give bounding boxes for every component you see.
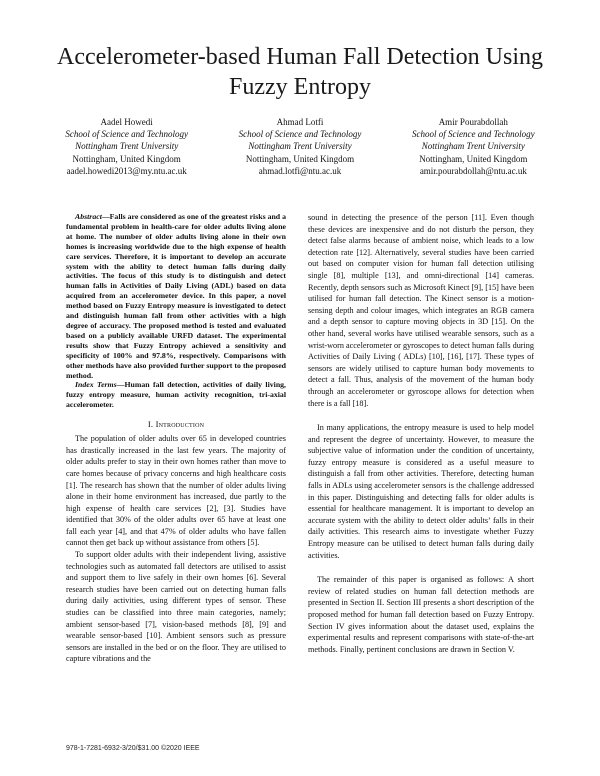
author-block: [40, 116, 560, 177]
intro-paragraph-1: The population of older adults over 65 in developed countries has drastically increased in the last few years. The majority of older adults prefer to stay in their own homes rather than move to care homes because of privacy concerns and high healthcare costs [1]. The research has shown that the number of older adults living alone in their home environment has increased, due partly to the high expense of health care services [2], [3]. Studies have identified that 30% of the older adults over 65 have at least one fall each year [4], and that 47% of older adults who have fallen cannot then get back up without assistance from others [5].: [66, 434, 286, 548]
section-heading-introduction: I. Introduction: [147, 419, 205, 430]
author-name: Ahmad Lotfi: [276, 117, 324, 127]
abstract: [66, 212, 286, 380]
author-department: School of Science and Technology: [238, 129, 362, 140]
body-paragraph-outline: The remainder of this paper is organised as follows: A short review of related studies on human fall detection methods are presented in Section II. Section III presents a short description of the proposed method for human fall detection based on Fuzzy Entropy. Section IV gives information about the dataset used, explains the experimental results and represent comparisons with state-of-the-art methods. Finally, pertinent conclusions are drawn in Section V.: [308, 575, 534, 654]
author-department: School of Science and Technology: [412, 129, 535, 140]
right-column: [308, 212, 534, 655]
body-paragraph-continued: sound in detecting the presence of the person [11]. Even though these devices are inexpensive and do not disturb the person, they detect false alarms because of ambient noise, which leads to a low detection rate [12]. Alternatively, several studies have been carried out based on computer vision for human fall detection utilising single [8], multiple [13], and omni-directional [14] cameras. Recently, depth sensors such as Microsoft Kinect [9], [15] have been utilised for human fall detection. The Kinect sensor is a motion-sensing depth and colour images, which integrates an RGB camera and a depth sensor to capture moving objects in 3D [15]. On the other hand, several works have utilised wearable sensors, such as a wrist-worn accelerometer or gyroscopes to detect human falls during Activities of Daily Living ( ADLs) [10], [16], [17]. These types of sensors are widely utilised to capture human body movements to detect a fall. Thus, analysis of the movement of the human body through an accelerometer or gyroscope allows for detection when there is a fall [18].: [308, 213, 534, 408]
author-email: ahmad.lotfi@ntu.ac.uk: [258, 165, 342, 176]
index-terms-text: —Human fall detection, activities of daily living, fuzzy entropy measure, human activity recognition, tri-axial accelerometer.: [66, 380, 287, 410]
author-location: Nottingham, United Kingdom: [72, 153, 181, 164]
author-name: Aadel Howedi: [100, 117, 153, 127]
author-3: [387, 116, 560, 177]
author-location: Nottingham, United Kingdom: [245, 153, 355, 164]
author-university: Nottingham Trent University: [421, 141, 525, 152]
author-email: aadel.howedi2013@my.ntu.ac.uk: [66, 165, 187, 176]
body-paragraph-entropy: In many applications, the entropy measure is used to help model and represent the degree of uncertainty. However, to measure the subjective value of information under the condition of uncertainty, fuzzy entropy measure is considered as a useful measure to distinguish a fall from other activities. Therefore, detecting human falls in ADLs using accelerometer sensors is the challenge addressed in this paper. Distinguishing and detecting falls for older adults is essential for healthcare management. It is important to develop an accurate system with the ability to detect older adults’ falls in their daily activities. This research aims to investigate whether Fuzzy Entropy measure can be utilised to detect human falls during daily activities.: [308, 423, 534, 560]
author-email: amir.pourabdollah@ntu.ac.uk: [419, 165, 527, 176]
abstract-text: —Falls are considered as one of the greatest risks and a fundamental problem in health-care for older adults living alone at home. The number of older adults living alone in their own homes is increasing worldwide due to the high expense of health care services. Therefore, it is important to develop an accurate system with the ability to detect human falls during daily activities. The focus of this study is to distinguish and detect human falls in Activities of Daily Living (ADL) based on data acquired from an accelerometer device. In this paper, a novel method based on Fuzzy Entropy measure is investigated to detect and distinguish human fall from other activities with a high degree of accuracy. The proposed method is tested and evaluated based on a publicly available URFD dataset. The experimental results show that Fuzzy Entropy achieved a sensitivity and specificity of 100% and 97.8%, respectively. Comparisons with other methods have also provided further support to the proposed method.: [66, 212, 286, 380]
left-column: [66, 212, 286, 665]
title-line-2: Fuzzy Entropy: [229, 74, 371, 100]
abstract-label: Abstract: [75, 212, 102, 221]
author-name: Amir Pourabdollah: [438, 117, 508, 127]
index-terms-label: Index Terms: [75, 380, 117, 390]
index-terms: [66, 380, 286, 410]
author-university: Nottingham Trent University: [248, 141, 352, 152]
paper-title: [30, 42, 570, 102]
author-2: [213, 116, 386, 177]
intro-paragraph-2: To support older adults with their independent living, assistive technologies such as automated fall detectors are utilised to assist and support them to live safely in their own homes [6]. Several research studies have been carried out on detecting human falls during daily activities, using different types of sensor. These studies can be classified into three main categories, namely; ambient sensor-based [7], vision-based methods [8], [9] and wearable sensor-based [10]. Ambient sensors such as pressure sensors are installed in the bed or on the floor. They are utilised to capture vibrations and the: [66, 550, 286, 664]
title-line-1: Accelerometer-based Human Fall Detection Using: [56, 44, 543, 70]
author-location: Nottingham, United Kingdom: [419, 153, 528, 164]
copyright-footer: 978-1-7281-6932-3/20/$31.00 ©2020 IEEE: [66, 745, 200, 752]
author-department: School of Science and Technology: [65, 129, 188, 140]
author-university: Nottingham Trent University: [75, 141, 179, 152]
author-1: [40, 116, 213, 177]
